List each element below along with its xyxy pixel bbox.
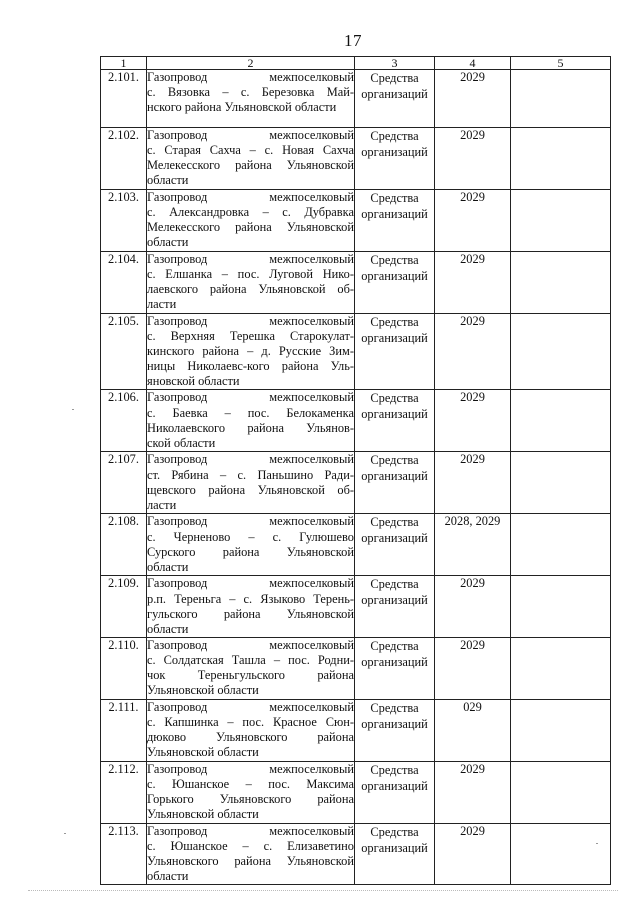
funding-source-line: Средства — [370, 71, 419, 85]
description-line: Газопровод межпоселковый — [147, 514, 354, 529]
scan-speck — [64, 833, 66, 834]
funding-source-line: Средства — [370, 638, 419, 653]
table-row — [101, 514, 611, 576]
item-number: 2.103. — [101, 190, 147, 252]
item-number: 2.111. — [101, 699, 147, 761]
description-line: щевского района Ульяновской об- — [147, 482, 354, 497]
description-line: Газопровод межпоселковый — [147, 761, 354, 776]
funding-source — [355, 823, 435, 884]
funding-source-line: Средства — [370, 515, 419, 530]
description-line: области — [147, 621, 189, 636]
funding-source-line: организаций — [361, 593, 428, 608]
note-cell — [511, 823, 611, 884]
item-description — [147, 314, 355, 390]
note-cell — [511, 514, 611, 576]
item-description — [147, 823, 355, 884]
implementation-year: 2029 — [435, 637, 511, 699]
description-line: с. Юшанское – с. Елизаветино — [147, 838, 354, 853]
funding-source — [355, 390, 435, 452]
description-line: ницы Николаевс-кого района Уль- — [147, 359, 354, 374]
item-description — [147, 190, 355, 252]
description-line: Мелекесского района Ульяновской — [147, 158, 354, 173]
funding-source-line: организаций — [361, 145, 428, 159]
description-line: нского района Ульяновской области — [147, 100, 337, 115]
funding-source — [355, 190, 435, 252]
description-line: Ульяновской области — [147, 683, 259, 698]
description-line: ст. Рябина – с. Паньшино Ради- — [147, 467, 354, 482]
implementation-year: 2029 — [435, 390, 511, 452]
plan-table — [100, 56, 611, 885]
description-line: лаевского района Ульяновской об- — [147, 282, 354, 297]
description-line: Газопровод межпоселковый — [147, 576, 354, 591]
description-line: Газопровод межпоселковый — [147, 637, 354, 652]
implementation-year: 2029 — [435, 70, 511, 128]
description-line: Газопровод межпоселковый — [147, 70, 354, 84]
implementation-year: 2029 — [435, 252, 511, 314]
funding-source — [355, 576, 435, 637]
description-line: Сурского района Ульяновской — [147, 544, 354, 559]
item-number: 2.107. — [101, 452, 147, 514]
table-row — [101, 637, 611, 699]
implementation-year: 2029 — [435, 576, 511, 637]
scan-artifact-line — [28, 890, 618, 891]
funding-source-line: организаций — [361, 407, 428, 422]
implementation-year: 2029 — [435, 190, 511, 252]
description-line: Мелекесского района Ульяновской — [147, 220, 354, 235]
funding-source-line: Средства — [370, 577, 419, 592]
description-line: с. Старая Сахча – с. Новая Сахча — [147, 143, 354, 158]
funding-source-line: организаций — [361, 840, 428, 855]
table-row — [101, 190, 611, 252]
implementation-year: 2029 — [435, 314, 511, 390]
funding-source-line: Средства — [370, 253, 419, 267]
description-line: Ульяновской области — [147, 745, 259, 760]
funding-source-line: Средства — [370, 824, 419, 839]
description-line: с. Баевка – пос. Белокаменка — [147, 405, 354, 420]
description-line: Газопровод межпоселковый — [147, 314, 354, 328]
description-line: р.п. Тереньга – с. Языково Терень- — [147, 591, 354, 606]
note-cell — [511, 699, 611, 761]
table-row — [101, 576, 611, 637]
funding-source — [355, 514, 435, 576]
description-line: с. Юшанское – пос. Максима — [147, 776, 354, 791]
item-description — [147, 637, 355, 699]
page-number: 17 — [344, 31, 362, 50]
implementation-year: 029 — [435, 699, 511, 761]
item-description — [147, 576, 355, 637]
funding-source-line: организаций — [361, 469, 428, 484]
description-line: ласти — [147, 497, 177, 512]
column-header-5: 5 — [511, 57, 611, 70]
table-row — [101, 452, 611, 514]
description-line: чок Тереньгульского района — [147, 668, 354, 683]
table-row — [101, 70, 611, 128]
table-row — [101, 699, 611, 761]
item-number: 2.108. — [101, 514, 147, 576]
implementation-year: 2029 — [435, 761, 511, 823]
description-line: Ульяновской области — [147, 807, 259, 822]
description-line: ласти — [147, 297, 177, 312]
note-cell — [511, 70, 611, 128]
note-cell — [511, 637, 611, 699]
description-line: с. Елшанка – пос. Луговой Нико- — [147, 267, 354, 282]
table-body — [101, 70, 611, 885]
note-cell — [511, 128, 611, 190]
column-header-2: 2 — [147, 57, 355, 70]
table-row — [101, 823, 611, 884]
item-description — [147, 452, 355, 514]
description-line: области — [147, 869, 189, 884]
note-cell — [511, 314, 611, 390]
implementation-year: 2029 — [435, 128, 511, 190]
funding-source — [355, 70, 435, 128]
note-cell — [511, 390, 611, 452]
table-row — [101, 128, 611, 190]
item-number: 2.102. — [101, 128, 147, 190]
item-description — [147, 699, 355, 761]
description-line: Газопровод межпоселковый — [147, 128, 354, 142]
implementation-year: 2028, 2029 — [435, 514, 511, 576]
funding-source — [355, 252, 435, 314]
item-description — [147, 128, 355, 190]
funding-source-line: Средства — [370, 700, 419, 715]
note-cell — [511, 252, 611, 314]
description-line: кинского района – д. Русские Зим- — [147, 344, 354, 359]
funding-source-line: организаций — [361, 207, 428, 221]
funding-source-line: организаций — [361, 778, 428, 793]
item-number: 2.113. — [101, 823, 147, 884]
funding-source — [355, 128, 435, 190]
description-line: Газопровод межпоселковый — [147, 252, 354, 266]
column-header-3: 3 — [355, 57, 435, 70]
funding-source-line: организаций — [361, 331, 428, 345]
description-line: Газопровод межпоселковый — [147, 699, 354, 714]
item-description — [147, 514, 355, 576]
table-row — [101, 314, 611, 390]
funding-source-line: Средства — [370, 191, 419, 205]
description-line: области — [147, 173, 189, 188]
funding-source — [355, 314, 435, 390]
description-line: области — [147, 559, 189, 574]
implementation-year: 2029 — [435, 823, 511, 884]
note-cell — [511, 761, 611, 823]
item-number: 2.101. — [101, 70, 147, 128]
description-line: яновской области — [147, 374, 240, 389]
description-line: с. Капшинка – пос. Красное Сюн- — [147, 714, 354, 729]
column-header-1: 1 — [101, 57, 147, 70]
funding-source-line: организаций — [361, 716, 428, 731]
funding-source-line: организаций — [361, 531, 428, 546]
description-line: с. Верхняя Терешка Старокулат- — [147, 329, 354, 344]
item-number: 2.106. — [101, 390, 147, 452]
scan-speck — [72, 409, 74, 410]
description-line: гульского района Ульяновской — [147, 606, 354, 621]
description-line: ской области — [147, 435, 216, 450]
item-description — [147, 390, 355, 452]
item-description — [147, 252, 355, 314]
note-cell — [511, 576, 611, 637]
funding-source — [355, 761, 435, 823]
description-line: Газопровод межпоселковый — [147, 390, 354, 405]
item-number: 2.109. — [101, 576, 147, 637]
funding-source-line: Средства — [370, 391, 419, 406]
funding-source — [355, 452, 435, 514]
funding-source-line: Средства — [370, 315, 419, 329]
description-line: с. Вязовка – с. Березовка Май- — [147, 85, 354, 100]
scan-speck — [596, 843, 598, 844]
funding-source-line: организаций — [361, 87, 428, 101]
item-number: 2.105. — [101, 314, 147, 390]
note-cell — [511, 190, 611, 252]
table-row — [101, 761, 611, 823]
description-line: Горького Ульяновского района — [147, 792, 354, 807]
description-line: Газопровод межпоселковый — [147, 190, 354, 204]
note-cell — [511, 452, 611, 514]
funding-source-line: организаций — [361, 269, 428, 283]
funding-source — [355, 699, 435, 761]
column-header-4: 4 — [435, 57, 511, 70]
description-line: Ульяновского района Ульяновской — [147, 854, 354, 869]
item-number: 2.112. — [101, 761, 147, 823]
description-line: Николаевского района Ульянов- — [147, 420, 354, 435]
description-line: дюково Ульяновского района — [147, 730, 354, 745]
funding-source-line: Средства — [370, 762, 419, 777]
item-number: 2.104. — [101, 252, 147, 314]
description-line: области — [147, 235, 189, 250]
funding-source-line: Средства — [370, 129, 419, 143]
implementation-year: 2029 — [435, 452, 511, 514]
funding-source-line: организаций — [361, 654, 428, 669]
header-row — [101, 57, 611, 70]
item-number: 2.110. — [101, 637, 147, 699]
description-line: Газопровод межпоселковый — [147, 452, 354, 467]
description-line: с. Солдатская Ташла – пос. Родни- — [147, 652, 354, 667]
description-line: Газопровод межпоселковый — [147, 823, 354, 838]
description-line: с. Черненово – с. Гулюшево — [147, 529, 354, 544]
funding-source — [355, 637, 435, 699]
item-description — [147, 761, 355, 823]
table-row — [101, 390, 611, 452]
item-description — [147, 70, 355, 128]
funding-source-line: Средства — [370, 453, 419, 468]
description-line: с. Александровка – с. Дубравка — [147, 205, 354, 220]
table-row — [101, 252, 611, 314]
